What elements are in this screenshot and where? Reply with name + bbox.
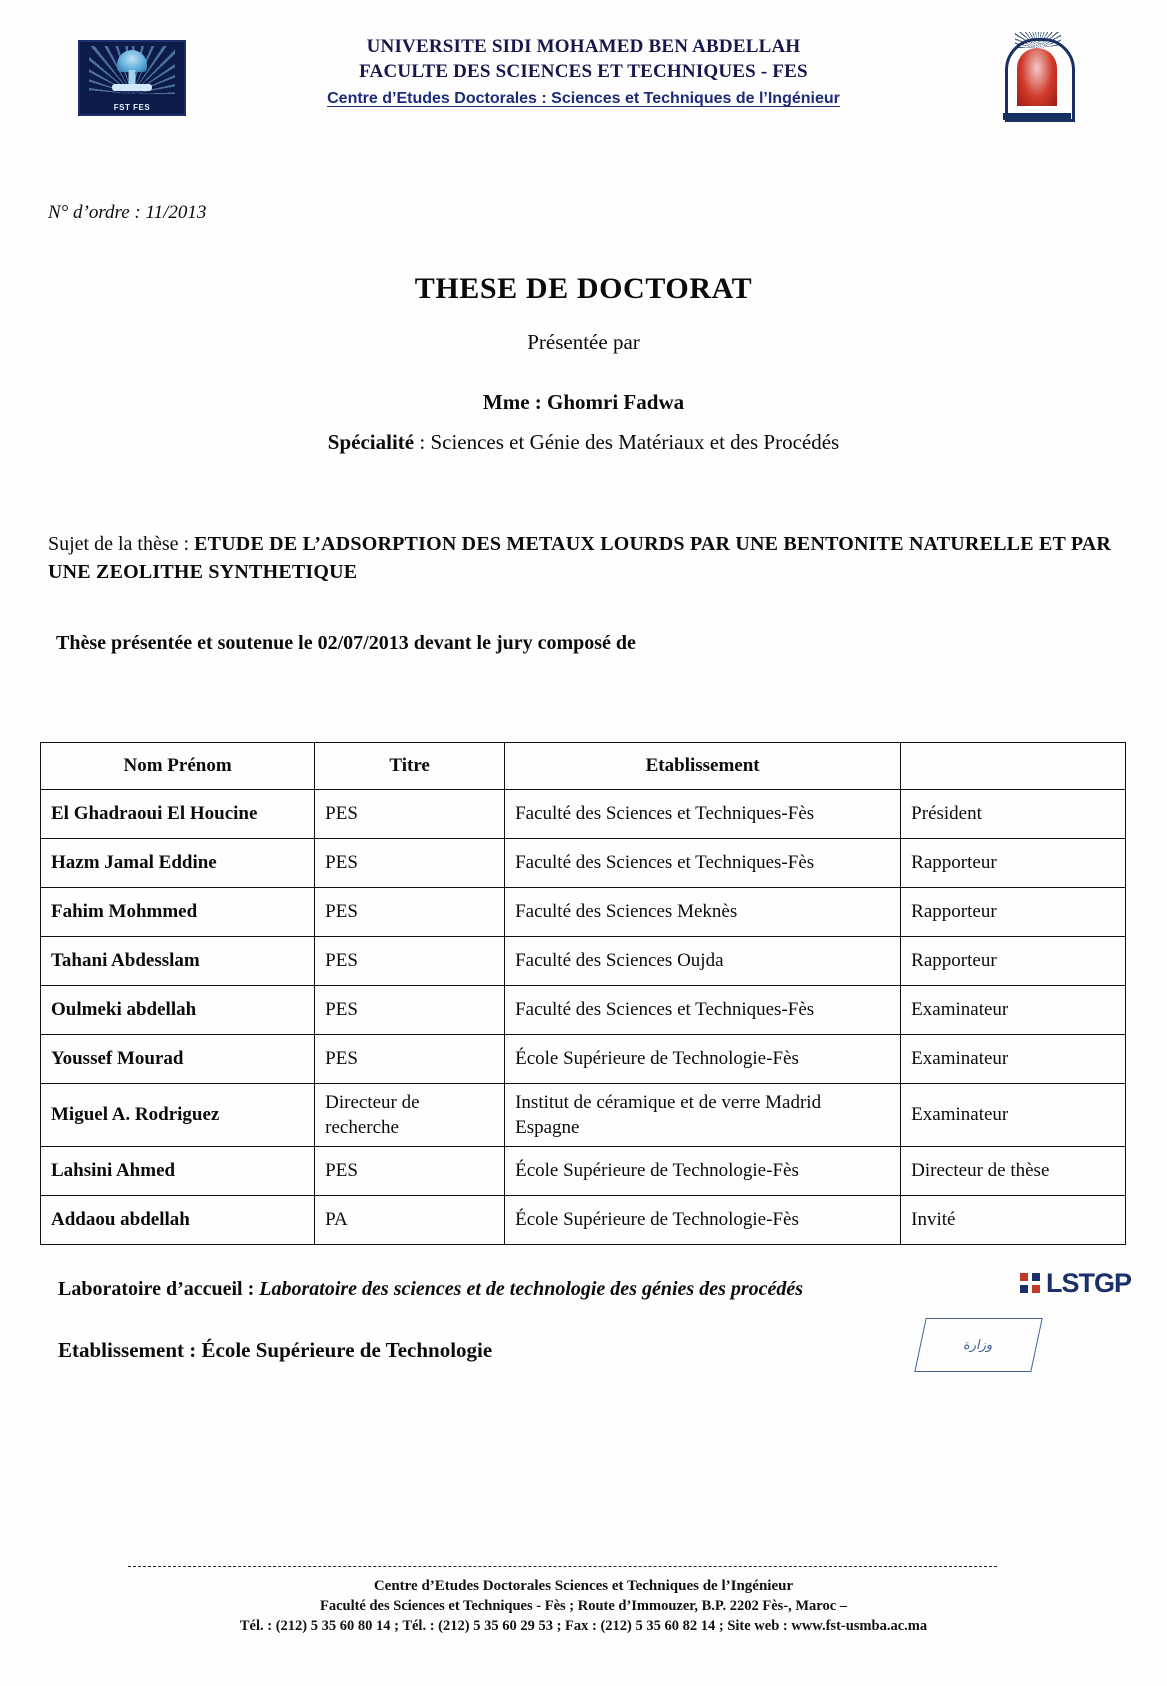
column-header-establishment: Etablissement <box>505 743 901 790</box>
jury-establishment: École Supérieure de Technologie-Fès <box>505 1196 901 1245</box>
presented-by-label: Présentée par <box>527 330 640 354</box>
university-name: UNIVERSITE SIDI MOHAMED BEN ABDELLAH <box>366 36 801 57</box>
table-row <box>41 937 1126 986</box>
logo-left-caption: FST FES <box>113 103 151 112</box>
jury-role: Directeur de thèse <box>901 1147 1126 1196</box>
faculty-name: FACULTE DES SCIENCES ET TECHNIQUES - FES <box>359 61 808 82</box>
speciality-line <box>0 430 1167 455</box>
jury-role: Examinateur <box>901 1035 1126 1084</box>
jury-role: Examinateur <box>901 1084 1126 1147</box>
document-header <box>70 34 1097 126</box>
seal-crown-icon <box>1015 32 1061 48</box>
jury-name: Tahani Abdesslam <box>41 937 315 986</box>
table-row <box>41 1147 1126 1196</box>
jury-establishment: Faculté des Sciences Meknès <box>505 888 901 937</box>
jury-role: Président <box>901 790 1126 839</box>
jury-establishment: Faculté des Sciences et Techniques-Fès <box>505 839 901 888</box>
jury-title: PA <box>315 1196 505 1245</box>
jury-establishment: Faculté des Sciences Oujda <box>505 937 901 986</box>
jury-title: PES <box>315 1035 505 1084</box>
jury-establishment: École Supérieure de Technologie-Fès <box>505 1147 901 1196</box>
lstgp-logo-icon <box>1020 1268 1131 1299</box>
defense-line: Thèse présentée et soutenue le 02/07/2013 devant le jury composé de <box>56 632 636 654</box>
jury-title: PES <box>315 937 505 986</box>
table-row <box>41 1035 1126 1084</box>
speciality-label: Spécialité <box>327 430 415 454</box>
jury-name: Youssef Mourad <box>41 1035 315 1084</box>
page-title: THESE DE DOCTORAT <box>414 272 753 305</box>
jury-title: PES <box>315 839 505 888</box>
jury-role: Rapporteur <box>901 888 1126 937</box>
thesis-subject <box>48 530 1119 586</box>
column-header-title: Titre <box>315 743 505 790</box>
jury-title: PES <box>315 1147 505 1196</box>
table-row <box>41 888 1126 937</box>
jury-name: Hazm Jamal Eddine <box>41 839 315 888</box>
jury-name: Miguel A. Rodriguez <box>41 1084 315 1147</box>
speciality-value: : Sciences et Génie des Matériaux et des Procédés <box>414 430 840 454</box>
jury-title: Directeur de recherche <box>315 1084 505 1147</box>
fst-fes-logo-icon <box>78 40 186 116</box>
jury-role: Examinateur <box>901 986 1126 1035</box>
jury-establishment: Faculté des Sciences et Techniques-Fès <box>505 986 901 1035</box>
header-titles <box>220 34 947 108</box>
logo-lamp-base-icon <box>112 84 152 91</box>
column-header-name: Nom Prénom <box>41 743 315 790</box>
host-establishment-label: Etablissement : <box>58 1338 202 1362</box>
jury-name: El Ghadraoui El Houcine <box>41 790 315 839</box>
official-stamp-icon: وزارة <box>914 1318 1042 1372</box>
jury-name: Addaou abdellah <box>41 1196 315 1245</box>
jury-table <box>40 742 1126 1245</box>
host-laboratory <box>58 1278 803 1301</box>
jury-role: Invité <box>901 1196 1126 1245</box>
table-row <box>41 986 1126 1035</box>
jury-establishment: Faculté des Sciences et Techniques-Fès <box>505 790 901 839</box>
column-header-role <box>901 743 1126 790</box>
jury-title: PES <box>315 888 505 937</box>
jury-title: PES <box>315 986 505 1035</box>
footer-divider <box>128 1566 997 1567</box>
jury-title: PES <box>315 790 505 839</box>
author-name: Mme : Ghomri Fadwa <box>482 390 685 414</box>
jury-role: Rapporteur <box>901 937 1126 986</box>
jury-establishment: École Supérieure de Technologie-Fès <box>505 1035 901 1084</box>
jury-name: Lahsini Ahmed <box>41 1147 315 1196</box>
table-row <box>41 790 1126 839</box>
seal-inner-icon <box>1017 48 1057 106</box>
document-footer <box>0 1576 1167 1636</box>
jury-name: Oulmeki abdellah <box>41 986 315 1035</box>
footer-line-3: Tél. : (212) 5 35 60 80 14 ; Tél. : (212) 5 35 60 29 53 ; Fax : (212) 5 35 60 82 14 ; Site web : www.fst-usmba.ac.ma <box>239 1618 928 1634</box>
host-establishment <box>58 1338 492 1363</box>
table-row <box>41 1196 1126 1245</box>
jury-name: Fahim Mohmmed <box>41 888 315 937</box>
host-establishment-value: École Supérieure de Technologie <box>201 1338 493 1362</box>
university-seal-icon <box>1001 34 1075 120</box>
host-laboratory-label: Laboratoire d’accueil : <box>58 1278 260 1300</box>
thesis-subject-value: ETUDE DE L’ADSORPTION DES METAUX LOURDS PAR UNE BENTONITE NATURELLE ET PAR UNE ZEOLITHE SYNTHETIQUE <box>48 533 1112 583</box>
lstgp-blocks-icon <box>1020 1273 1042 1295</box>
footer-line-1: Centre d’Etudes Doctorales Sciences et Techniques de l’Ingénieur <box>373 1578 794 1594</box>
table-row <box>41 839 1126 888</box>
table-header-row <box>41 743 1126 790</box>
order-number: N° d’ordre : 11/2013 <box>48 202 207 223</box>
seal-base-icon <box>1003 113 1071 120</box>
host-laboratory-value: Laboratoire des sciences et de technologie des génies des procédés <box>259 1278 804 1300</box>
doctoral-center-name: Centre d’Etudes Doctorales : Sciences et Techniques de l’Ingénieur <box>327 90 840 107</box>
jury-role: Rapporteur <box>901 839 1126 888</box>
footer-line-2: Faculté des Sciences et Techniques - Fès ; Route d’Immouzer, B.P. 2202 Fès-, Maroc – <box>319 1598 848 1614</box>
logo-lamp-icon <box>117 50 147 72</box>
thesis-subject-label: Sujet de la thèse : <box>48 533 195 555</box>
jury-establishment: Institut de céramique et de verre Madrid Espagne <box>505 1084 901 1147</box>
lstgp-logo-text: LSTGP <box>1045 1268 1131 1298</box>
table-row <box>41 1084 1126 1147</box>
